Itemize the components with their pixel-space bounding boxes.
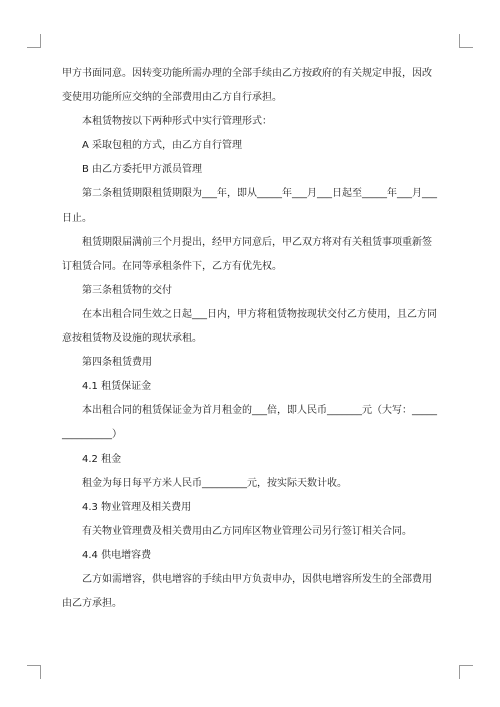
text-line: 变使用功能所应交纳的全部费用由乙方自行承担。 <box>62 92 282 104</box>
text-line: 由乙方承担。 <box>62 598 122 610</box>
text-line: 第二条租赁期限租赁期限为___年，即从_____年___月___日起至_____年___月___ <box>82 188 437 200</box>
text-line: 日止。 <box>62 212 92 224</box>
text-line: __________） <box>62 429 122 441</box>
text-line: 4.3 物业管理及相关费用 <box>82 501 192 513</box>
text-line: 乙方如需增容，供电增容的手续由甲方负责申办，因供电增容所发生的全部费用 <box>82 573 432 585</box>
text-line: 本租赁物按以下两种形式中实行管理形式： <box>82 116 272 128</box>
text-line: B 由乙方委托甲方派员管理 <box>82 164 203 176</box>
text-line: 第三条租赁物的交付 <box>82 284 172 296</box>
crop-mark-bottom-right <box>459 665 473 679</box>
text-line: 有关物业管理费及相关费用由乙方同库区物业管理公司另行签订相关合同。 <box>82 525 412 537</box>
text-line: 4.2 租金 <box>82 453 122 465</box>
text-line: 第四条租赁费用 <box>82 357 152 369</box>
text-line: A 采取包租的方式，由乙方自行管理 <box>82 140 243 152</box>
crop-mark-bottom-left <box>27 665 41 679</box>
crop-mark-top-right <box>459 34 473 48</box>
text-line: 甲方书面同意。因转变功能所需办理的全部手续由乙方按政府的有关规定申报，因改 <box>62 68 432 79</box>
crop-mark-top-left <box>27 34 41 48</box>
text-line: 在本出租合同生效之日起___日内，甲方将租赁物按现状交付乙方使用，且乙方同 <box>82 308 437 320</box>
text-line: 4.4 供电增容费 <box>82 549 152 561</box>
text-line: 订租赁合同。在同等承租条件下，乙方有优先权。 <box>62 260 282 272</box>
text-line: 意按租赁物及设施的现状承租。 <box>62 333 202 345</box>
text-line: 4.1 租赁保证金 <box>82 381 152 393</box>
document-body <box>62 68 442 622</box>
text-line: 租赁期限届满前三个月提出，经甲方同意后，甲乙双方将对有关租赁事项重新签 <box>82 236 432 248</box>
text-line: 本出租合同的租赁保证金为首月租金的___倍，即人民币_______元（大写：_____ <box>82 405 437 417</box>
text-line: 租金为每日每平方米人民币_________元，按实际天数计收。 <box>82 477 347 489</box>
